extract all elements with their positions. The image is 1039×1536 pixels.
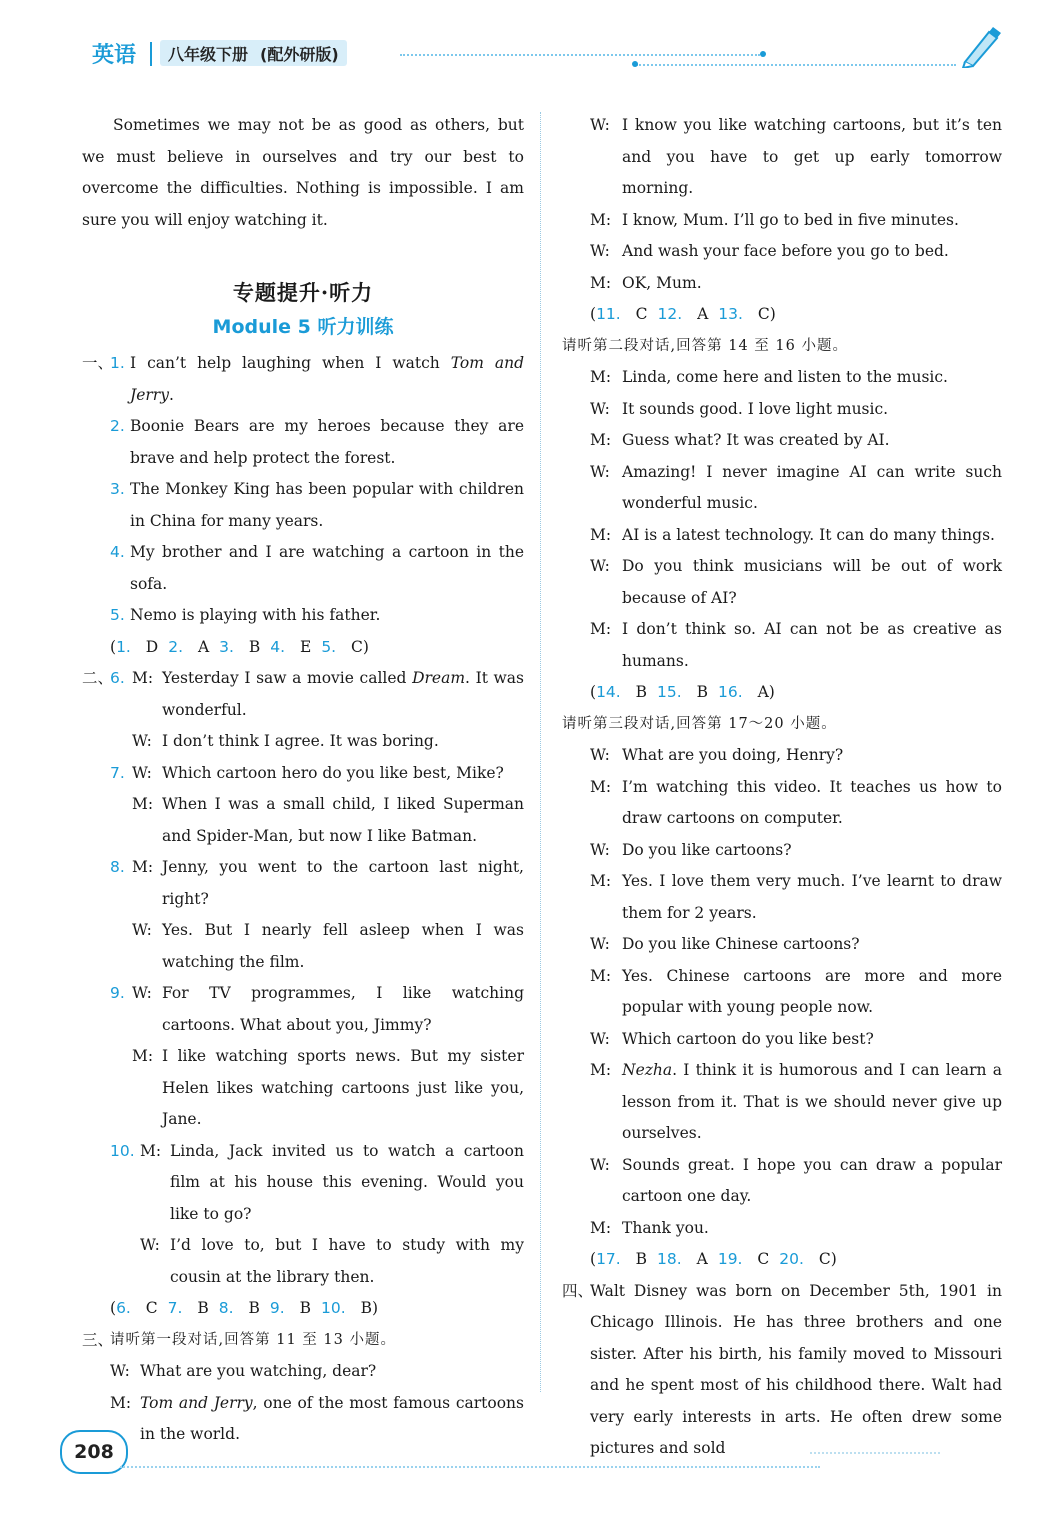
line-text: Which cartoon hero do you like best, Mike?	[162, 763, 504, 782]
answer-item: 14. B	[596, 683, 648, 701]
section-marker: 三、	[82, 1330, 114, 1349]
line-text: Yes. But I nearly fell asleep when I was watching the film.	[162, 921, 524, 971]
section-marker: 二、	[82, 669, 114, 687]
question-item	[82, 474, 524, 537]
question-number: 2.	[110, 417, 125, 435]
subject-label: 英语	[92, 43, 137, 68]
line-text: I don’t think so. AI can not be as creative as humans.	[622, 620, 1002, 670]
header-dot	[632, 61, 638, 67]
dialog-line	[82, 726, 524, 758]
speaker-label: W:	[590, 462, 610, 481]
line-text: OK, Mum.	[622, 273, 702, 292]
line-text: The Monkey King has been popular with children in China for many years.	[130, 480, 524, 530]
answer-number: 19.	[717, 1250, 743, 1268]
speaker-label: M:	[590, 620, 612, 638]
header-separator	[150, 42, 152, 66]
answer-number: 3.	[219, 637, 234, 656]
answer-number: 11.	[596, 305, 621, 323]
dialog-line	[82, 915, 524, 978]
header-dotted-line	[400, 54, 760, 56]
section-four-text: Walt Disney was born on December 5th, 1901 in Chicago Illinois. He has three brothers and one sister. After his birth, his family moved to Missouri and he spent most of his childhood there. Walt had very early interests in arts. He often drew some pictures and sold	[590, 1281, 1002, 1457]
answer-number: 10.	[321, 1299, 346, 1317]
header-dotted-line-2	[636, 64, 956, 66]
dialog-line	[562, 457, 1002, 520]
section-one	[82, 348, 524, 663]
italic-title: Dream	[412, 669, 466, 687]
question-number: 7.	[110, 763, 125, 782]
line-text: Thank you.	[622, 1218, 709, 1237]
answer-item: 13. C)	[718, 305, 776, 323]
speaker-label: W:	[590, 1155, 610, 1174]
line-text: For TV programmes, I like watching cartoons. What about you, Jimmy?	[162, 984, 524, 1034]
right-column	[562, 110, 1002, 1465]
question-item	[82, 348, 524, 411]
italic-title: Tom and Jerry	[140, 1393, 253, 1412]
line-text: I like watching sports news. But my sister Helen likes watching cartoons just like you, Jane.	[162, 1047, 524, 1128]
speaker-label: M:	[590, 431, 612, 449]
dialog-line	[562, 110, 1002, 205]
instruction-dialog-one: 请听第一段对话,回答第 11 至 13 小题。	[110, 1331, 396, 1348]
line-text: AI is a latest technology. It can do many things.	[622, 525, 995, 544]
speaker-label: W:	[132, 921, 152, 939]
answer-number: 20.	[779, 1250, 804, 1268]
line-text: I’m watching this video. It teaches us how to draw cartoons on computer.	[622, 777, 1002, 827]
pencil-icon	[955, 24, 1003, 68]
dialog-line	[562, 1024, 1002, 1056]
page-header	[0, 0, 1039, 80]
line-text: Boonie Bears are my heroes because they are brave and help protect the forest.	[130, 417, 524, 467]
speaker-label: W:	[590, 746, 610, 764]
answer-item: 6. C	[116, 1299, 158, 1317]
answer-item: 15. B	[657, 683, 709, 701]
question-number	[110, 915, 132, 978]
line-text: Jenny, you went to the cartoon last night, right?	[162, 858, 524, 908]
dialog-line	[562, 362, 1002, 394]
speaker-label: M:	[132, 1047, 154, 1065]
answer-item: 9. B	[269, 1299, 312, 1317]
answer-line: (14. B 15. B 16. A)	[590, 683, 775, 701]
question-number	[110, 1230, 140, 1293]
speaker-label: W:	[132, 984, 152, 1002]
question-number: 4.	[110, 543, 125, 561]
line-text: Yesterday I saw a movie called Dream. It was wonderful.	[162, 669, 524, 719]
speaker-label: W:	[590, 1029, 610, 1048]
column-divider	[540, 112, 541, 1392]
dialog-line	[562, 425, 1002, 457]
speaker-label: M:	[590, 1218, 612, 1237]
section-three-heading	[82, 1325, 524, 1357]
section-marker	[82, 537, 110, 600]
speaker-label: M:	[590, 368, 612, 386]
dialog-line	[562, 394, 1002, 426]
question-number: 5.	[110, 606, 125, 624]
line-text: I know you like watching cartoons, but it’s ten and you have to get up early tomorrow morning.	[622, 116, 1002, 197]
answer-number: 12.	[657, 305, 683, 323]
line-text: I’d love to, but I have to study with my cousin at the library then.	[170, 1236, 524, 1286]
footer-dotted-line	[120, 1466, 820, 1468]
page-number: 208	[60, 1430, 128, 1474]
section-two	[82, 663, 524, 1325]
line-text: Linda, come here and listen to the music.	[622, 368, 948, 386]
answer-line: (6. C 7. B 8. B 9. B 10. B)	[110, 1299, 379, 1317]
answer-item: 2. A	[168, 637, 210, 656]
answers-11-13	[562, 299, 1002, 331]
answer-number: 4.	[270, 637, 286, 656]
instruction-dialog-two: 请听第二段对话,回答第 14 至 16 小题。	[562, 337, 848, 354]
dialog-line	[562, 551, 1002, 614]
header-dot	[760, 51, 766, 57]
answer-item: 8. B	[218, 1299, 260, 1317]
dialog-line	[82, 1388, 524, 1451]
line-text: My brother and I are watching a cartoon in the sofa.	[130, 543, 524, 593]
question-number: 8.	[110, 858, 125, 876]
footer-dotted-line-2	[810, 1452, 940, 1454]
speaker-label: M:	[132, 858, 154, 876]
speaker-label: M:	[132, 669, 154, 687]
section-marker	[82, 726, 110, 758]
dialog-line	[82, 789, 524, 852]
section-four	[562, 1276, 1002, 1465]
answer-item: 3. B	[219, 637, 261, 656]
answers-14-16	[562, 677, 1002, 709]
answer-item: 4. E	[270, 637, 312, 656]
dialog-line	[562, 1213, 1002, 1245]
speaker-label: W:	[110, 1362, 130, 1380]
dialog-line	[562, 205, 1002, 237]
answer-item: 12. A	[657, 305, 709, 323]
grade-box	[160, 40, 347, 66]
dialog-line	[82, 1230, 524, 1293]
dialog-line	[82, 852, 524, 915]
dialog-line	[562, 614, 1002, 677]
dialog-line	[562, 961, 1002, 1024]
speaker-label: M:	[590, 525, 612, 544]
italic-title: Nezha	[622, 1061, 673, 1079]
answer-number: 5.	[321, 637, 337, 656]
speaker-label: W:	[590, 840, 610, 859]
speaker-label: M:	[132, 795, 154, 813]
line-text: Linda, Jack invited us to watch a cartoon film at his house this evening. Would you like to go?	[170, 1141, 524, 1223]
line-text: And wash your face before you go to bed.	[622, 242, 949, 260]
answer-number: 7.	[167, 1299, 183, 1317]
answer-item: 10. B)	[321, 1299, 379, 1317]
dialog-line	[82, 758, 524, 790]
section-marker	[82, 1041, 110, 1136]
dialog-line	[82, 663, 524, 726]
line-text: Do you like Chinese cartoons?	[622, 935, 860, 953]
line-text: I know, Mum. I’ll go to bed in five minutes.	[622, 210, 959, 229]
question-item	[82, 411, 524, 474]
section-marker	[82, 474, 110, 537]
question-number	[110, 789, 132, 852]
answer-item: 20. C)	[779, 1250, 837, 1268]
answer-number: 16.	[718, 683, 743, 701]
question-number	[110, 726, 132, 758]
dialog-line	[562, 866, 1002, 929]
answer-number: 15.	[657, 683, 682, 701]
dialog-line	[562, 740, 1002, 772]
instruction-dialog-three: 请听第三段对话,回答第 17～20 小题。	[562, 715, 837, 732]
dialog-line	[562, 236, 1002, 268]
line-text: Yes. I love them very much. I’ve learnt to draw them for 2 years.	[622, 872, 1002, 922]
line-text: Which cartoon do you like best?	[622, 1029, 874, 1048]
speaker-label: W:	[590, 935, 610, 953]
section-marker	[82, 758, 110, 790]
speaker-label: W:	[132, 732, 152, 750]
dialog-line	[562, 1150, 1002, 1213]
line-text: What are you doing, Henry?	[622, 746, 844, 764]
line-text: Do you think musicians will be out of work because of AI?	[622, 557, 1002, 607]
edition-label: (配外研版)	[260, 44, 339, 64]
speaker-label: M:	[590, 872, 612, 890]
answer-number: 17.	[596, 1250, 621, 1268]
section-marker	[82, 978, 110, 1041]
dialog-three	[562, 740, 1002, 1244]
question-number	[110, 1041, 132, 1136]
section-marker	[82, 411, 110, 474]
intro-paragraph: Sometimes we may not be as good as others, but we must believe in ourselves and try our best to overcome the difficulties. Nothing is impossible. I am sure you will enjoy watching it.	[82, 116, 524, 229]
answer-item: 16. A)	[718, 683, 775, 701]
question-number: 6.	[110, 669, 125, 687]
question-number: 9.	[110, 984, 125, 1002]
module-title: Module 5 听力训练	[212, 316, 394, 338]
answer-item: 19. C	[717, 1250, 770, 1268]
answer-number: 18.	[657, 1250, 682, 1268]
answer-number: 9.	[269, 1299, 285, 1317]
dialog-line	[562, 835, 1002, 867]
dialog-line	[82, 1136, 524, 1231]
speaker-label: M:	[590, 210, 612, 229]
dialog-line	[82, 1041, 524, 1136]
line-text: Nezha. I think it is humorous and I can learn a lesson from it. That is we should never give up ourselves.	[622, 1061, 1002, 1142]
speaker-label: W:	[140, 1236, 160, 1254]
line-text: Amazing! I never imagine AI can write such wonderful music.	[622, 462, 1002, 512]
line-text: What are you watching, dear?	[140, 1362, 377, 1380]
question-number: 3.	[110, 480, 125, 498]
speaker-label: W:	[590, 557, 610, 575]
speaker-label: M:	[140, 1141, 162, 1160]
line-text: I don’t think I agree. It was boring.	[162, 732, 439, 750]
question-number: 1.	[110, 354, 125, 372]
section-title: 专题提升·听力	[232, 280, 374, 305]
line-text: Guess what? It was created by AI.	[622, 431, 890, 449]
answer-item: 17. B	[596, 1250, 648, 1268]
dialog-line	[562, 1055, 1002, 1150]
answer-number: 1.	[116, 637, 131, 656]
speaker-label: W:	[590, 242, 610, 260]
answer-number: 13.	[718, 305, 743, 323]
answers-17-20	[562, 1244, 1002, 1276]
grade-label: 八年级下册	[168, 44, 249, 64]
answer-item: 5. C)	[321, 637, 369, 656]
section-marker	[82, 1136, 110, 1231]
question-number: 10.	[110, 1141, 135, 1160]
section-three	[82, 1325, 524, 1451]
speaker-label: W:	[590, 399, 610, 418]
question-item	[82, 600, 524, 632]
speaker-label: W:	[590, 116, 610, 134]
dialog-line	[562, 268, 1002, 300]
answer-line: (11. C 12. A 13. C)	[590, 305, 776, 323]
section-marker	[82, 852, 110, 915]
dialog-line	[82, 1356, 524, 1388]
section-marker	[82, 600, 110, 632]
dialog-line	[562, 929, 1002, 961]
dialog-line	[82, 978, 524, 1041]
line-text: I can’t help laughing when I watch Tom and Jerry.	[130, 354, 524, 404]
section-marker	[82, 915, 110, 978]
line-text: When I was a small child, I liked Superman and Spider-Man, but now I like Batman.	[162, 795, 524, 845]
section-marker: 一、	[82, 354, 114, 372]
answer-item: 18. A	[657, 1250, 708, 1268]
answer-item: 11. C	[596, 305, 648, 323]
speaker-label: M:	[590, 777, 612, 796]
line-text: Sounds great. I hope you can draw a popular cartoon one day.	[622, 1155, 1002, 1205]
section-marker	[82, 1230, 110, 1293]
italic-title: Tom and Jerry	[130, 354, 524, 404]
left-column	[82, 110, 524, 1451]
answer-item: 7. B	[167, 1299, 209, 1317]
line-text: Tom and Jerry, one of the most famous cartoons in the world.	[140, 1393, 524, 1443]
answer-number: 8.	[218, 1299, 234, 1317]
answer-line: (17. B 18. A 19. C 20. C)	[590, 1250, 837, 1268]
dialog-one-continued	[562, 110, 1002, 299]
line-text: It sounds good. I love light music.	[622, 399, 889, 418]
speaker-label: M:	[110, 1393, 132, 1412]
speaker-label: M:	[590, 273, 612, 292]
line-text: Nemo is playing with his father.	[130, 606, 381, 624]
answer-number: 6.	[116, 1299, 131, 1317]
section-marker	[82, 789, 110, 852]
question-item	[82, 537, 524, 600]
answer-item: 1. D	[116, 637, 159, 656]
dialog-line	[562, 772, 1002, 835]
line-text: Yes. Chinese cartoons are more and more popular with young people now.	[622, 966, 1002, 1016]
speaker-label: M:	[590, 1061, 612, 1079]
answer-number: 2.	[168, 637, 184, 656]
line-text: Do you like cartoons?	[622, 840, 792, 859]
dialog-line	[562, 520, 1002, 552]
dialog-two	[562, 362, 1002, 677]
speaker-label: W:	[132, 763, 152, 782]
answer-number: 14.	[596, 683, 621, 701]
section-four-marker: 四、	[562, 1281, 594, 1300]
speaker-label: M:	[590, 966, 612, 985]
answer-line: (1. D 2. A 3. B 4. E 5. C)	[110, 637, 369, 656]
